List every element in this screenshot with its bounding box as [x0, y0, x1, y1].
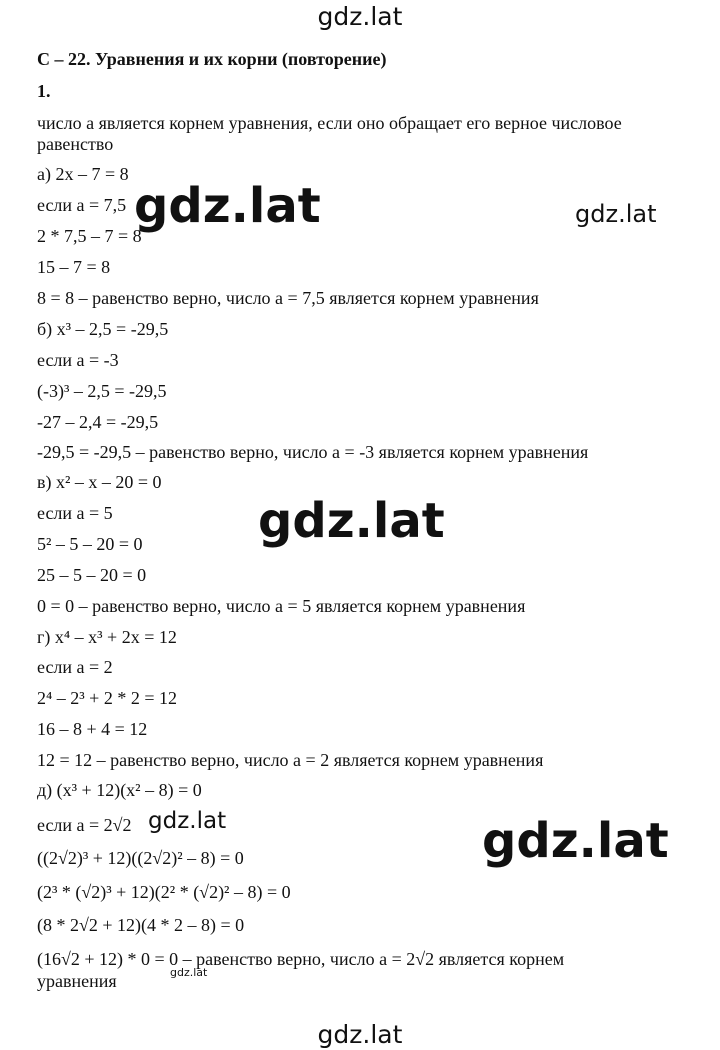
- part-b-if: если a = -3: [37, 350, 119, 370]
- part-b-step-1: (-3)³ – 2,5 = -29,5: [37, 381, 167, 401]
- watermark-large-2: gdz.lat: [258, 493, 445, 549]
- part-a-step-2: 15 – 7 = 8: [37, 257, 111, 277]
- watermark-top: gdz.lat: [317, 2, 403, 31]
- part-d-result-line-1: (16√2 + 12) * 0 = 0 – равенство верно, число a = 2√2 является корнем: [37, 949, 565, 969]
- part-d-result-line-2: уравнения: [37, 971, 117, 991]
- part-v-result: 0 = 0 – равенство верно, число a = 5 является корнем уравнения: [37, 596, 526, 616]
- part-b-equation: б) x³ – 2,5 = -29,5: [37, 319, 169, 339]
- intro-line-1: число a является корнем уравнения, если оно обращает его верное числовое: [37, 113, 622, 133]
- part-a-step-1: 2 * 7,5 – 7 = 8: [37, 226, 142, 246]
- watermark-large-3: gdz.lat: [482, 813, 669, 869]
- part-d-step-1: ((2√2)³ + 12)((2√2)² – 8) = 0: [37, 848, 244, 868]
- part-v-if: если a = 5: [37, 503, 113, 523]
- part-d-step-2: (2³ * (√2)³ + 12)(2² * (√2)² – 8) = 0: [37, 882, 291, 902]
- part-b-step-2: -27 – 2,4 = -29,5: [37, 412, 159, 432]
- part-a-equation: а) 2x – 7 = 8: [37, 164, 129, 184]
- part-v-step-1: 5² – 5 – 20 = 0: [37, 534, 143, 554]
- watermark-right-1: gdz.lat: [575, 200, 657, 228]
- watermark-small-1: gdz.lat: [148, 808, 227, 834]
- part-v-step-2: 25 – 5 – 20 = 0: [37, 565, 147, 585]
- part-g-result: 12 = 12 – равенство верно, число a = 2 является корнем уравнения: [37, 750, 544, 770]
- part-v-equation: в) x² – x – 20 = 0: [37, 472, 162, 492]
- part-a-if: если a = 7,5: [37, 195, 127, 215]
- part-d-equation: д) (x³ + 12)(x² – 8) = 0: [37, 780, 202, 800]
- watermark-large-1: gdz.lat: [134, 178, 321, 234]
- part-g-if: если a = 2: [37, 657, 113, 677]
- watermark-bottom: gdz.lat: [317, 1020, 403, 1049]
- section-title: С – 22. Уравнения и их корни (повторение): [37, 49, 387, 69]
- part-g-equation: г) x⁴ – x³ + 2x = 12: [37, 627, 177, 647]
- part-g-step-1: 2⁴ – 2³ + 2 * 2 = 12: [37, 688, 177, 708]
- intro-line-2: равенство: [37, 134, 114, 154]
- task-number: 1.: [37, 81, 51, 101]
- part-a-result: 8 = 8 – равенство верно, число a = 7,5 является корнем уравнения: [37, 288, 539, 308]
- watermark-tiny: gdz.lat: [170, 966, 208, 979]
- part-d-step-3: (8 * 2√2 + 12)(4 * 2 – 8) = 0: [37, 915, 245, 935]
- part-b-result: -29,5 = -29,5 – равенство верно, число a = -3 является корнем уравнения: [37, 442, 589, 462]
- part-d-if: если a = 2√2: [37, 815, 132, 835]
- part-g-step-2: 16 – 8 + 4 = 12: [37, 719, 148, 739]
